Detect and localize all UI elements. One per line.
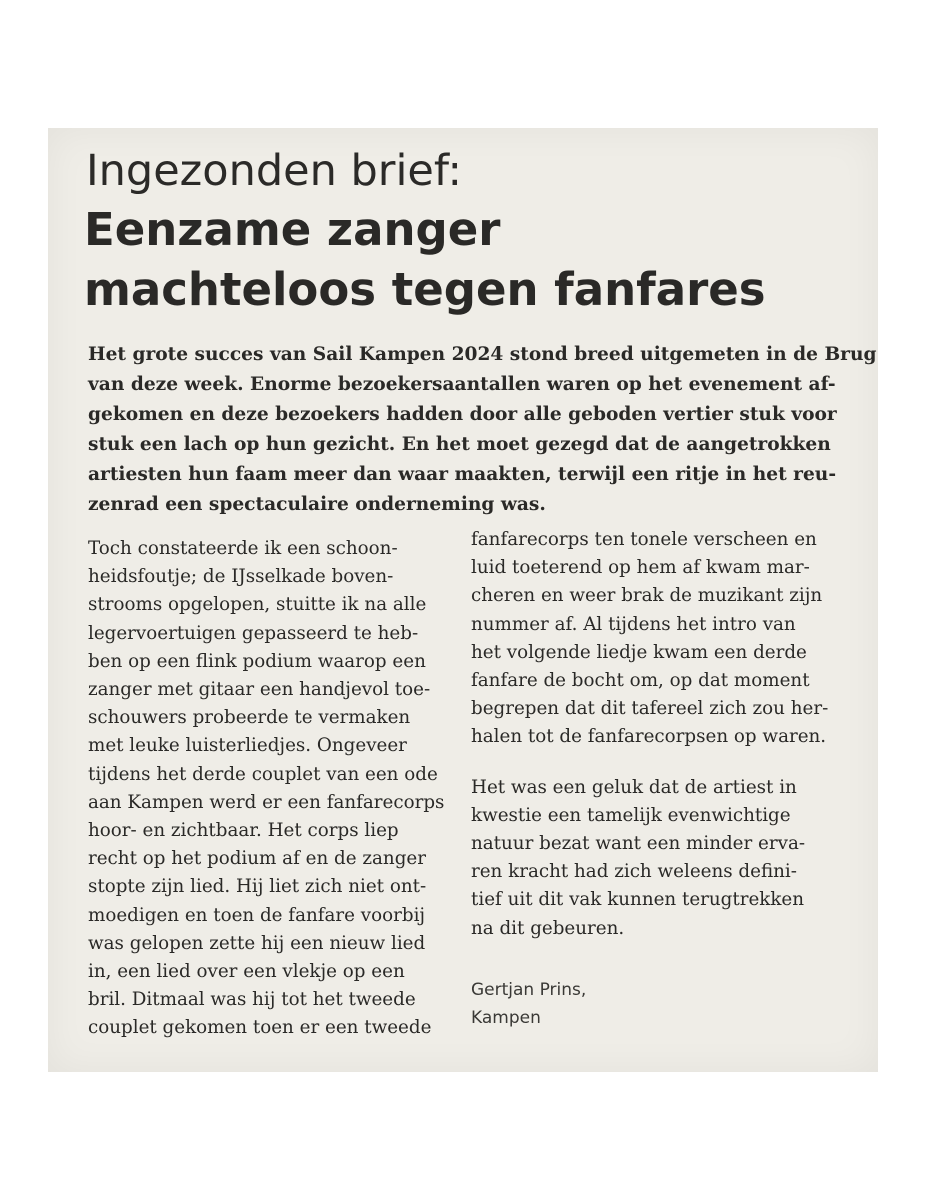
body-line: kwestie een tamelijk evenwichtige (471, 804, 791, 826)
body-line: Toch constateerde ik een schoon- (88, 538, 398, 559)
article-intro (88, 340, 877, 520)
body-line: het volgende liedje kwam een derde (471, 641, 807, 663)
body-line: fanfarecorps ten tonele verscheen en (471, 529, 817, 550)
body-line: was gelopen zette hij een nieuw lied (88, 932, 426, 954)
article-headline (84, 200, 844, 320)
body-column-right (471, 526, 841, 943)
intro-line: stuk een lach op hun gezicht. En het moet gezegd dat de aangetrokken (88, 434, 831, 455)
body-line: fanfare de bocht om, op dat moment (471, 670, 810, 692)
body-column-left (88, 535, 444, 1043)
body-line: moedigen en toen de fanfare voorbij (88, 904, 426, 926)
body-paragraph (471, 526, 841, 752)
body-line: ben op een flink podium waarop een (88, 650, 426, 672)
letter-signature (471, 976, 586, 1032)
intro-line: gekomen en deze bezoekers hadden door alle geboden vertier stuk voor (88, 404, 837, 425)
body-line: Het was een geluk dat de artiest in (471, 776, 797, 798)
body-line: legervoertuigen gepasseerd te heb- (88, 622, 419, 644)
body-line: in, een lied over een vlekje op een (88, 961, 405, 983)
body-line: bril. Ditmaal was hij tot het tweede (88, 989, 416, 1011)
body-line: cheren en weer brak de muzikant zijn (471, 585, 823, 607)
body-line: met leuke luisterliedjes. Ongeveer (88, 735, 407, 757)
body-line: natuur bezat want een minder erva- (471, 833, 806, 855)
body-line: couplet gekomen toen er een tweede (88, 1017, 432, 1039)
body-line: begrepen dat dit tafereel zich zou her- (471, 698, 829, 720)
body-paragraph (88, 535, 444, 1043)
body-line: zanger met gitaar een handjevol toe- (88, 679, 431, 701)
body-line: recht op het podium af en de zanger (88, 848, 426, 870)
intro-line: zenrad een spectaculaire onderneming was. (88, 494, 546, 515)
body-line: tijdens het derde couplet van een ode (88, 763, 438, 785)
headline-line: Eenzame zanger (84, 203, 501, 256)
body-line: hoor- en zichtbaar. Het corps liep (88, 820, 399, 842)
headline-line: machteloos tegen fanfares (84, 263, 766, 316)
body-line: na dit gebeuren. (471, 917, 625, 939)
body-line: luid toeterend op hem af kwam mar- (471, 557, 810, 579)
intro-line: van deze week. Enorme bezoekersaantallen waren op het evenement af- (88, 374, 836, 395)
body-line: aan Kampen werd er een fanfarecorps (88, 791, 445, 813)
body-paragraph (471, 774, 841, 943)
signature-place: Kampen (471, 1008, 541, 1028)
article-kicker: Ingezonden brief: (86, 146, 462, 196)
body-line: heidsfoutje; de IJsselkade boven- (88, 566, 394, 588)
intro-line: artiesten hun faam meer dan waar maakten, terwijl een ritje in het reu- (88, 464, 837, 485)
intro-line: Het grote succes van Sail Kampen 2024 stond breed uitgemeten in de Brug (88, 344, 877, 365)
body-line: halen tot de fanfarecorpsen op waren. (471, 726, 827, 748)
body-line: stopte zijn lied. Hij liet zich niet ont- (88, 876, 427, 898)
body-line: tief uit dit vak kunnen terugtrekken (471, 889, 805, 911)
body-line: ren kracht had zich weleens defini- (471, 861, 797, 883)
body-line: schouwers probeerde te vermaken (88, 707, 411, 729)
signature-name: Gertjan Prins, (471, 980, 587, 1000)
body-line: nummer af. Al tijdens het intro van (471, 613, 796, 635)
body-line: strooms opgelopen, stuitte ik na alle (88, 594, 427, 616)
